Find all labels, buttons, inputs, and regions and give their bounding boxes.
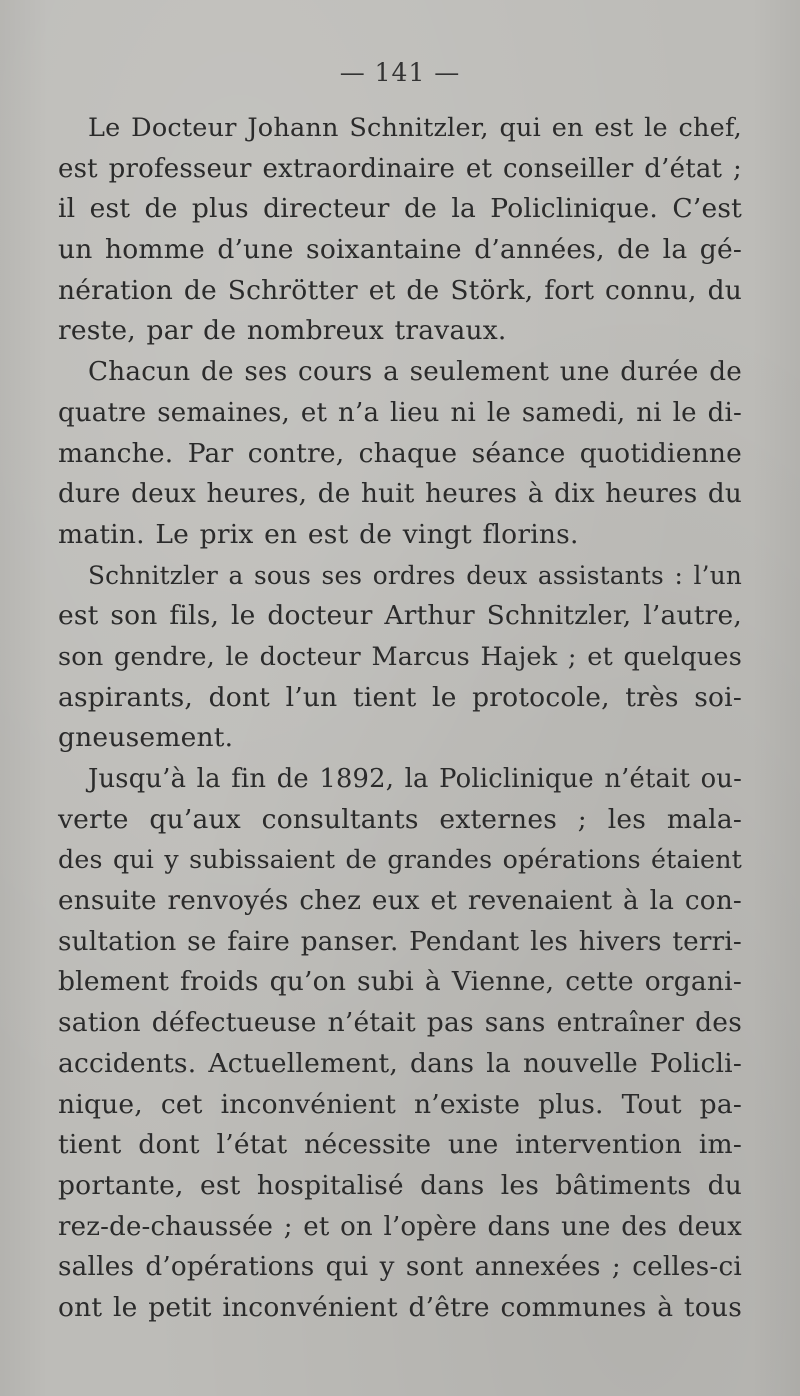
text-line: rez-de-chaussée ; et on l’opère dans une des deux	[58, 1211, 742, 1242]
body-text	[58, 108, 742, 1329]
text-line: des qui y subissaient de grandes opérations étaient	[58, 845, 742, 875]
text-line: reste, par de nombreux travaux.	[58, 315, 507, 347]
text-line: il est de plus directeur de la Policlinique. C’est	[58, 193, 742, 225]
text-line: gneusement.	[58, 722, 234, 754]
text-line: Schnitzler a sous ses ordres deux assistants : l’un	[88, 560, 742, 590]
text-line: un homme d’une soixantaine d’années, de la gé-	[58, 234, 742, 266]
text-line: matin. Le prix en est de vingt florins.	[58, 518, 579, 550]
text-line: verte qu’aux consultants externes ; les mala-	[58, 803, 742, 835]
text-line: manche. Par contre, chaque séance quotidienne	[58, 437, 742, 469]
text-line: Jusqu’à la fin de 1892, la Policlinique n’était ou-	[88, 764, 742, 794]
text-line: son gendre, le docteur Marcus Hajek ; et quelques	[58, 641, 742, 672]
text-line: Chacun de ses cours a seulement une durée de	[88, 357, 742, 388]
text-line: quatre semaines, et n’a lieu ni le samedi, ni le di-	[58, 397, 742, 428]
text-line: nique, cet inconvénient n’existe plus. Tout pa-	[58, 1088, 742, 1120]
text-line: ont le petit inconvénient d’être communes à tous	[58, 1291, 742, 1323]
text-line: accidents. Actuellement, dans la nouvelle Policli-	[58, 1047, 742, 1079]
text-line: aspirants, dont l’un tient le protocole, très soi-	[58, 681, 742, 713]
text-line: sultation se faire panser. Pendant les hivers terri-	[58, 926, 742, 957]
text-line: tient dont l’état nécessite une intervention im-	[58, 1129, 742, 1161]
text-line: dure deux heures, de huit heures à dix heures du	[58, 479, 743, 510]
text-line: sation défectueuse n’était pas sans entraîner des	[58, 1007, 742, 1039]
text-line: est son fils, le docteur Arthur Schnitzler, l’autre,	[58, 600, 742, 632]
text-line: Le Docteur Johann Schnitzler, qui en est le chef,	[88, 113, 742, 143]
text-line: blement froids qu’on subi à Vienne, cette organi-	[58, 966, 742, 998]
page-number: — 141 —	[339, 58, 461, 87]
text-line: est professeur extraordinaire et conseiller d’état ;	[58, 153, 742, 184]
text-line: ensuite renvoyés chez eux et revenaient à la con-	[58, 886, 742, 917]
text-line: nération de Schrötter et de Störk, fort connu, du	[58, 274, 742, 306]
text-line: portante, est hospitalisé dans les bâtiments du	[58, 1169, 742, 1201]
text-line: salles d’opérations qui y sont annexées ; celles-ci	[58, 1252, 742, 1283]
